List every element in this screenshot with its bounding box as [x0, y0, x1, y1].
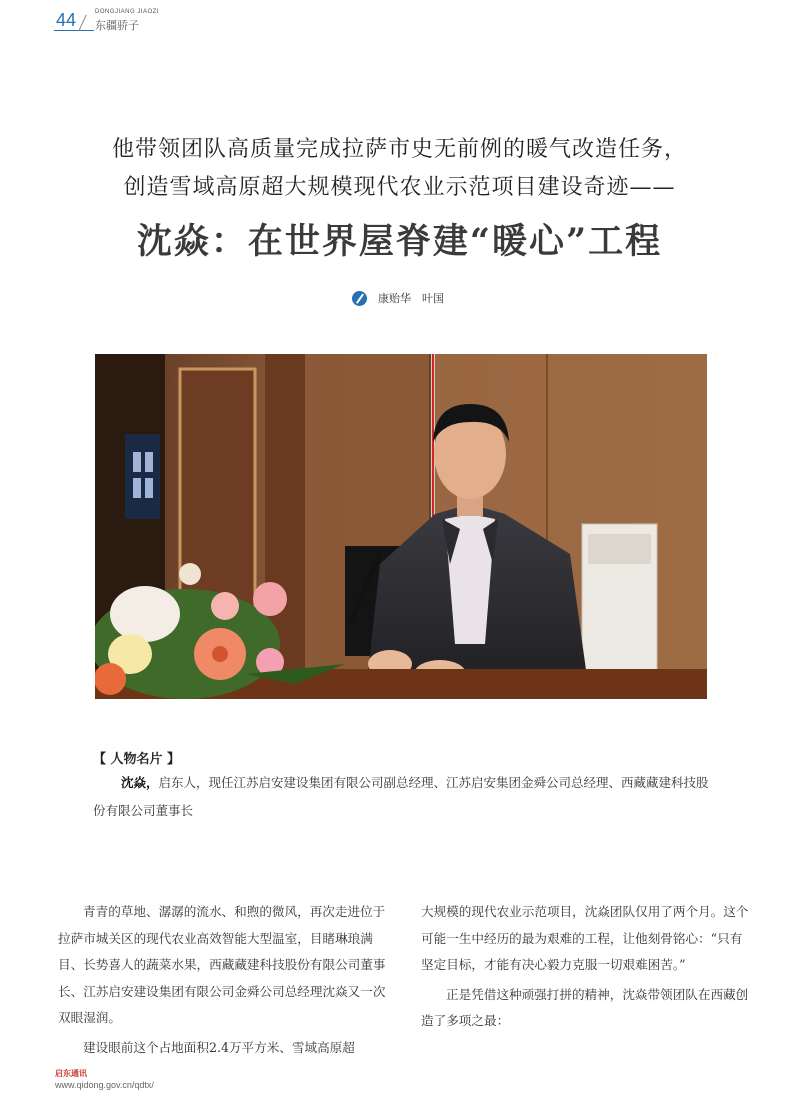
header-underline — [54, 30, 94, 31]
article-title: 沈焱：在世界屋脊建“暖心”工程 — [136, 221, 663, 262]
profile-heading: 【 人物名片 】 — [93, 752, 181, 767]
page-header — [0, 0, 799, 40]
authors: 康贻华 叶国 — [378, 292, 444, 305]
profile-name: 沈焱， — [121, 775, 159, 790]
article-subtitle-2: 创造雪域高原超大规模现代农业示范项目建设奇迹—— — [123, 175, 676, 200]
page-number: 44 — [56, 10, 77, 30]
pen-icon — [352, 291, 367, 306]
footer-brand: 启东通讯 — [55, 1069, 87, 1078]
footer-url: www.qidong.gov.cn/qdtx/ — [55, 1080, 154, 1090]
body-paragraph: 建设眼前这个占地面积2.4万平方米、雪域高原超 — [83, 1039, 355, 1055]
photo-illustration — [95, 354, 707, 699]
body-paragraph: 正是凭借这种顽强打拼的精神，沈焱带领团队在西藏创造了多项之最： — [421, 986, 749, 1028]
body-column-right — [421, 899, 751, 1038]
body-column-left — [58, 899, 390, 1064]
profile-description: 启东人，现任江苏启安建设集团有限公司副总经理、江苏启安集团金舜公司总经理、西藏藏建科技股份有限公司董事长 — [93, 775, 709, 818]
article-subtitle-1: 他带领团队高质量完成拉萨市史无前例的暖气改造任务， — [111, 137, 687, 162]
header-divider — [78, 15, 87, 32]
article-photo — [95, 354, 707, 699]
body-paragraph: 大规模的现代农业示范项目，沈焱团队仅用了两个月。这个可能一生中经历的最为艰难的工程，让他刻骨铭心：“只有坚定目标，才能有决心毅力克服一切艰难困苦。” — [421, 904, 749, 972]
profile-card — [93, 769, 713, 825]
body-paragraph: 青青的草地、潺潺的流水、和煦的微风，再次走进位于拉萨市城关区的现代农业高效智能大型温室，目睹琳琅满目、长势喜人的蔬菜水果，西藏藏建科技股份有限公司董事长、江苏启安建设集团有限公司金舜公司总经理沈焱又一次双眼湿润。 — [58, 904, 386, 1025]
byline — [352, 289, 444, 307]
magazine-name-cn: 东疆骄子 — [95, 19, 139, 32]
magazine-name-en: DONGJIANG JIAOZI — [95, 9, 160, 15]
